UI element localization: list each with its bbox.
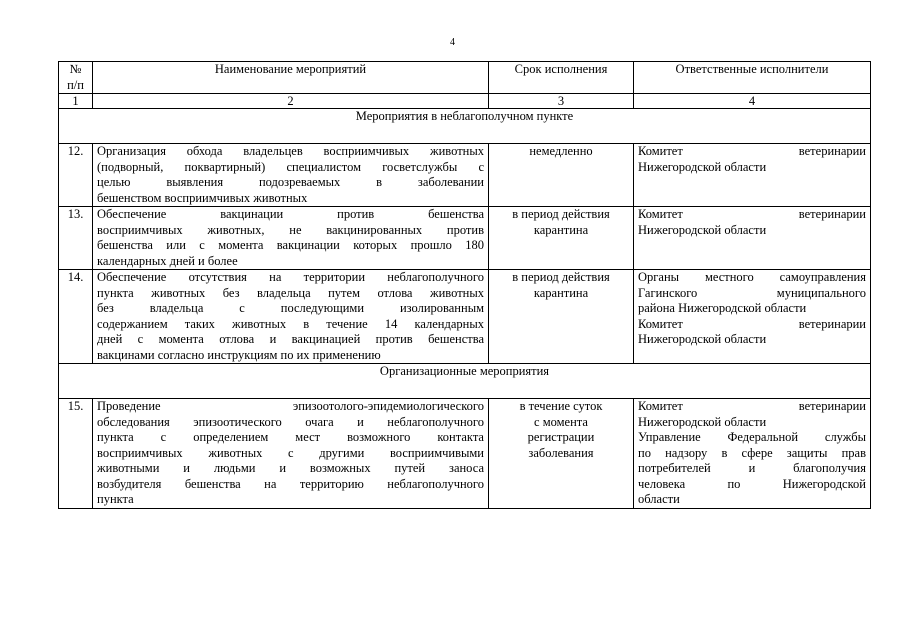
responsible-executors [634, 399, 871, 509]
activity-name-line: Организация обхода владельцев восприимчивых животных [97, 144, 484, 158]
activity-name [93, 207, 489, 270]
activity-name-line: Обеспечение отсутствия на территории неблагополучного [97, 270, 484, 284]
responsible-executors-line: Комитет ветеринарии [638, 144, 866, 158]
execution-term-line: в течение суток [519, 399, 603, 413]
table-header-row [59, 62, 871, 94]
execution-term [489, 399, 634, 509]
activity-name-line: пункта с определением мест возможного контакта [97, 430, 484, 444]
row-number: 14. [59, 270, 93, 364]
column-number: 2 [93, 94, 489, 109]
responsible-executors [634, 144, 871, 207]
responsible-executors-line: Комитет ветеринарии [638, 207, 866, 221]
execution-term [489, 144, 634, 207]
execution-term-line: с момента [534, 414, 588, 429]
activity-name-line: бешенства или с момента вакцинации которых прошло 180 [97, 238, 484, 252]
responsible-executors-line: Комитет ветеринарии [638, 316, 866, 331]
responsible-executors [634, 270, 871, 364]
responsible-executors-line: района Нижегородской области [638, 301, 807, 315]
activity-name-line: целью выявления подозреваемых в заболевании [97, 175, 484, 189]
column-number: 4 [634, 94, 871, 109]
header-no-label: № п/п [67, 62, 84, 92]
activity-name-line: (подворный, поквартирный) специалистом госветслужбы с [97, 159, 484, 174]
activity-name-line: обследования эпизоотического очага и неблагополучного [97, 414, 484, 429]
activity-name-line: животными и людьми и возможных путей заноса [97, 461, 484, 475]
responsible-executors-line: Нижегородской области [638, 332, 767, 346]
execution-term-line: карантина [533, 222, 589, 237]
responsible-executors-line: Управление Федеральной службы [638, 430, 866, 444]
row-number: 15. [59, 399, 93, 509]
execution-term-line: в период действия [512, 207, 610, 221]
table-row [59, 207, 871, 270]
execution-term-line: немедленно [529, 144, 593, 158]
section-row [59, 364, 871, 399]
header-no [59, 62, 93, 94]
execution-term-line: карантина [533, 285, 589, 300]
header-term: Срок исполнения [489, 62, 634, 94]
section-title: Организационные мероприятия [59, 364, 871, 399]
activity-name [93, 399, 489, 509]
activity-name-line: возбудителя бешенства на территорию неблагополучного [97, 476, 484, 491]
execution-term-line: в период действия [512, 270, 610, 284]
header-name: Наименование мероприятий [93, 62, 489, 94]
execution-term [489, 207, 634, 270]
table-row [59, 399, 871, 509]
activities-table [58, 61, 871, 509]
section1-rows [59, 144, 871, 364]
activity-name-line: Обеспечение вакцинации против бешенства [97, 207, 484, 221]
execution-term [489, 270, 634, 364]
section-title: Мероприятия в неблагополучном пункте [59, 109, 871, 144]
responsible-executors-line: по надзору в сфере защиты прав [638, 445, 866, 460]
table-row [59, 144, 871, 207]
activity-name-line: содержанием таких животных в течение 14 календарных [97, 316, 484, 331]
execution-term-line: заболевания [528, 445, 594, 460]
section2-rows [59, 399, 871, 509]
row-number: 12. [59, 144, 93, 207]
execution-term-line: регистрации [527, 430, 595, 444]
activity-name [93, 144, 489, 207]
responsible-executors-line: Органы местного самоуправления [638, 270, 866, 284]
column-number-row [59, 94, 871, 109]
responsible-executors-line: Нижегородской области [638, 414, 767, 429]
column-number: 3 [489, 94, 634, 109]
activity-name-line: без владельца с последующими изолированным [97, 301, 484, 315]
section-row [59, 109, 871, 144]
responsible-executors-line: Нижегородской области [638, 222, 767, 237]
activity-name-line: вакцинами согласно инструкциям по их применению [97, 347, 381, 362]
activity-name-line: пункта животных без владельца путем отлова животных [97, 285, 484, 300]
table-row [59, 270, 871, 364]
responsible-executors [634, 207, 871, 270]
activity-name-line: восприимчивых животных, не вакцинированных против [97, 222, 484, 237]
responsible-executors-line: Комитет ветеринарии [638, 399, 866, 413]
responsible-executors-line: Нижегородской области [638, 159, 767, 174]
activity-name-line: восприимчивых животных с другими восприимчивыми [97, 445, 484, 460]
column-number: 1 [59, 94, 93, 109]
activity-name-line: дней с момента отлова и вакцинацией против бешенства [97, 332, 484, 346]
responsible-executors-line: потребителей и благополучия [638, 461, 866, 475]
responsible-executors-line: Гагинского муниципального [638, 285, 866, 300]
row-number: 13. [59, 207, 93, 270]
activity-name-line: бешенством восприимчивых животных [97, 190, 308, 205]
header-resp: Ответственные исполнители [634, 62, 871, 94]
page-number: 4 [450, 37, 455, 48]
activity-name [93, 270, 489, 364]
responsible-executors-line: человека по Нижегородской [638, 476, 866, 491]
activity-name-line: пункта [97, 492, 134, 506]
activity-name-line: календарных дней и более [97, 253, 238, 268]
activity-name-line: Проведение эпизоотолого-эпидемиологического [97, 399, 484, 413]
responsible-executors-line: области [638, 492, 680, 506]
